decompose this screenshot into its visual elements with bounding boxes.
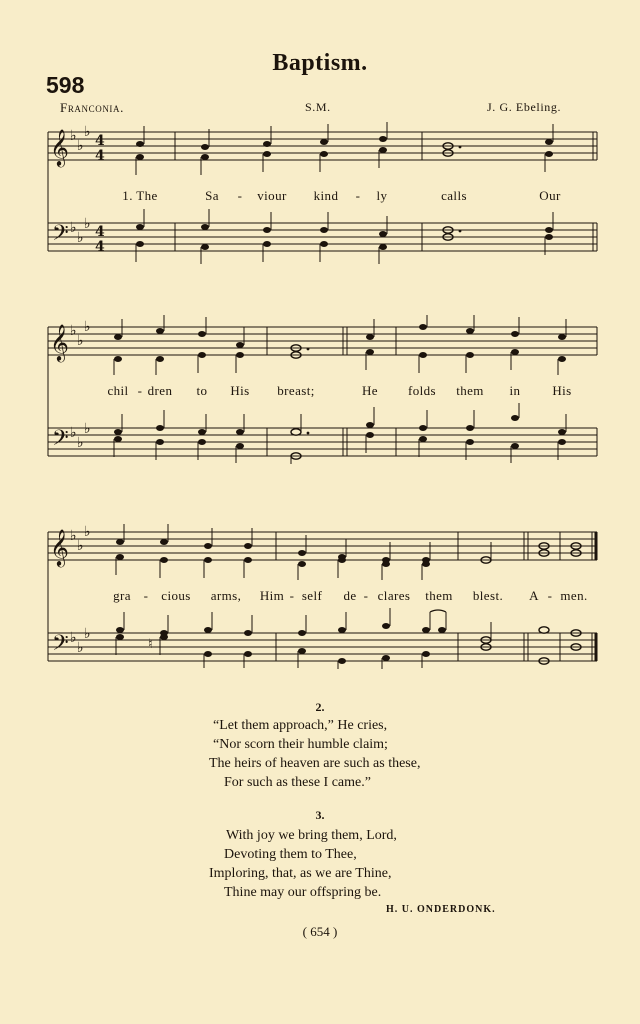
- tune-name: Franconia.: [60, 100, 124, 115]
- svg-text:♮: ♮: [148, 637, 153, 652]
- lyrics-line-1: 1. The Sa - viour kind - ly calls Our: [122, 188, 561, 203]
- composer: J. G. Ebeling.: [487, 100, 562, 114]
- svg-text:𝄞: 𝄞: [50, 528, 69, 566]
- text-author: H. U. ONDERDONK.: [386, 904, 496, 915]
- section-title: Baptism.: [272, 50, 368, 76]
- stanza-2-line-1: “Let them approach,” He cries,: [213, 718, 388, 733]
- svg-text:♭: ♭: [77, 333, 84, 349]
- svg-text:♭: ♭: [70, 128, 77, 144]
- meter: S.M.: [305, 100, 331, 114]
- lyrics-line-3: gra - cious arms, Him - self de - clares them blest. A - men.: [113, 588, 588, 603]
- svg-text:♭: ♭: [70, 323, 77, 339]
- svg-text:♭: ♭: [70, 220, 77, 236]
- svg-text:4: 4: [95, 148, 105, 164]
- stanza-2-number: 2.: [315, 700, 325, 714]
- svg-text:4: 4: [95, 224, 105, 240]
- svg-text:♭: ♭: [77, 435, 84, 451]
- svg-text:♭: ♭: [84, 421, 91, 437]
- svg-text:𝄢: 𝄢: [52, 221, 69, 251]
- svg-text:♭: ♭: [77, 538, 84, 554]
- stanza-2-line-4: For such as these I came.”: [224, 775, 371, 790]
- stanza-3-line-2: Devoting them to Thee,: [224, 847, 357, 862]
- stanza-3-number: 3.: [315, 808, 325, 822]
- svg-text:𝄞: 𝄞: [50, 323, 69, 361]
- page-number: ( 654 ): [302, 924, 338, 939]
- svg-text:♭: ♭: [77, 230, 84, 246]
- svg-text:♭: ♭: [77, 640, 84, 656]
- stanza-3-line-1: With joy we bring them, Lord,: [226, 828, 397, 843]
- svg-text:♭: ♭: [70, 528, 77, 544]
- svg-text:♭: ♭: [70, 425, 77, 441]
- svg-text:♭: ♭: [70, 630, 77, 646]
- svg-text:4: 4: [95, 133, 105, 149]
- stanza-3-line-4: Thine may our offspring be.: [224, 885, 382, 900]
- svg-text:♭: ♭: [84, 319, 91, 335]
- stanza-2-line-3: The heirs of heaven are such as these,: [209, 756, 421, 771]
- svg-text:𝄞: 𝄞: [50, 128, 69, 166]
- svg-text:𝄢: 𝄢: [52, 426, 69, 456]
- svg-text:♭: ♭: [84, 124, 91, 140]
- svg-text:𝄢: 𝄢: [52, 631, 69, 661]
- svg-text:♭: ♭: [77, 138, 84, 154]
- stanza-3-line-3: Imploring, that, as we are Thine,: [209, 866, 392, 881]
- svg-text:♭: ♭: [84, 216, 91, 232]
- svg-text:♭: ♭: [84, 626, 91, 642]
- hymn-number: 598: [46, 72, 85, 98]
- svg-text:4: 4: [95, 239, 105, 255]
- lyrics-line-2: chil - dren to His breast; He folds them in His: [107, 383, 572, 398]
- stanza-2-line-2: “Nor scorn their humble claim;: [213, 737, 388, 752]
- svg-text:♭: ♭: [84, 524, 91, 540]
